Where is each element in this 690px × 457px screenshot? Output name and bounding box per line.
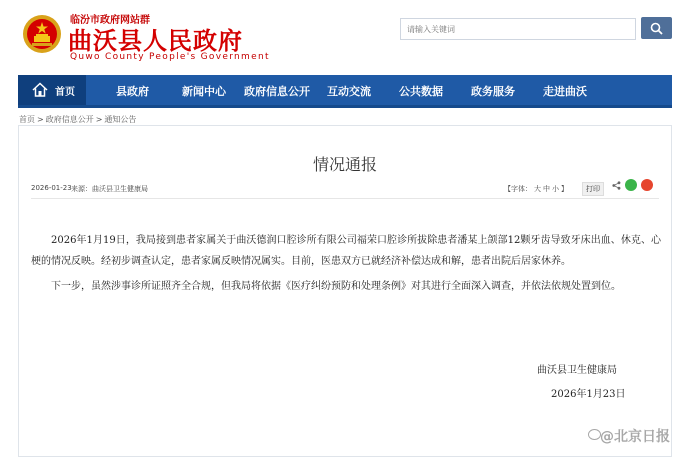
signature-date: 2026年1月23日 [551,389,626,400]
share-icon[interactable] [612,181,621,190]
article-paragraph: 下一步，虽然涉事诊所证照齐全合规，但我局将依据《医疗纠纷预防和处理条例》对其进行全面深入调查，并依法依规处置到位。 [51,281,621,292]
site-header [0,0,690,74]
article-panel [18,125,672,457]
site-title-en: Quwo County People's Government [70,52,270,62]
breadcrumb-info-disclosure[interactable]: 政府信息公开 [45,115,94,124]
nav-item-public-data[interactable]: 公共数据 [399,85,443,98]
wechat-share-icon[interactable] [625,179,637,191]
print-button[interactable]: 打印 [582,182,604,196]
breadcrumb-separator: > [37,115,44,124]
meta-divider [31,198,659,199]
breadcrumb [19,114,136,125]
nav-item-government-services[interactable]: 政务服务 [471,85,515,98]
national-emblem-icon [22,14,62,54]
font-size-medium[interactable]: 中 [543,185,550,193]
nav-item-interaction[interactable]: 互动交流 [327,85,371,98]
nav-item-about-quwo[interactable]: 走进曲沃 [543,85,587,98]
font-size-small[interactable]: 小 [552,185,559,193]
breadcrumb-separator: > [95,115,103,124]
article-date: 2026-01-23 [31,184,72,192]
main-nav [18,75,672,108]
signature-organization: 曲沃县卫生健康局 [537,365,617,376]
article-paragraph: 2026年1月19日，我局接到患者家属关于曲沃德润口腔诊所有限公司福荣口腔诊所拔除患者潘某上颌部12颗牙齿导致牙床出血、休克、心梗的情况反映。经初步调查认定，患者家属反映情况属实。目前，医患双方已就经济补偿达成和解，患者出院后居家休养。 [31,235,661,267]
nav-home-label[interactable]: 首页 [55,87,75,98]
nav-item-county-government[interactable]: 县政府 [116,85,149,98]
font-size-control [503,184,569,194]
article-title: 情况通报 [312,155,377,174]
breadcrumb-notices[interactable]: 通知公告 [104,115,137,124]
font-size-end: 】 [561,185,568,193]
home-icon [32,82,48,97]
breadcrumb-home[interactable]: 首页 [19,115,35,124]
search-input[interactable] [401,19,633,39]
nav-item-info-disclosure[interactable]: 政府信息公开 [244,85,310,98]
font-size-large[interactable]: 大 [534,185,541,193]
font-size-label: 【字体： [504,185,532,193]
article-source: 来源：曲沃县卫生健康局 [71,185,148,193]
nav-item-news-center[interactable]: 新闻中心 [182,85,226,98]
search-button[interactable] [641,17,672,39]
weibo-share-icon[interactable] [641,179,653,191]
site-title[interactable]: 曲沃县人民政府 [68,26,243,55]
nav-home[interactable] [18,75,86,105]
watermark: @北京日报 [600,429,670,445]
site-group-label[interactable]: 临汾市政府网站群 [70,15,150,26]
search-box[interactable] [400,18,636,40]
search-icon [650,22,663,35]
